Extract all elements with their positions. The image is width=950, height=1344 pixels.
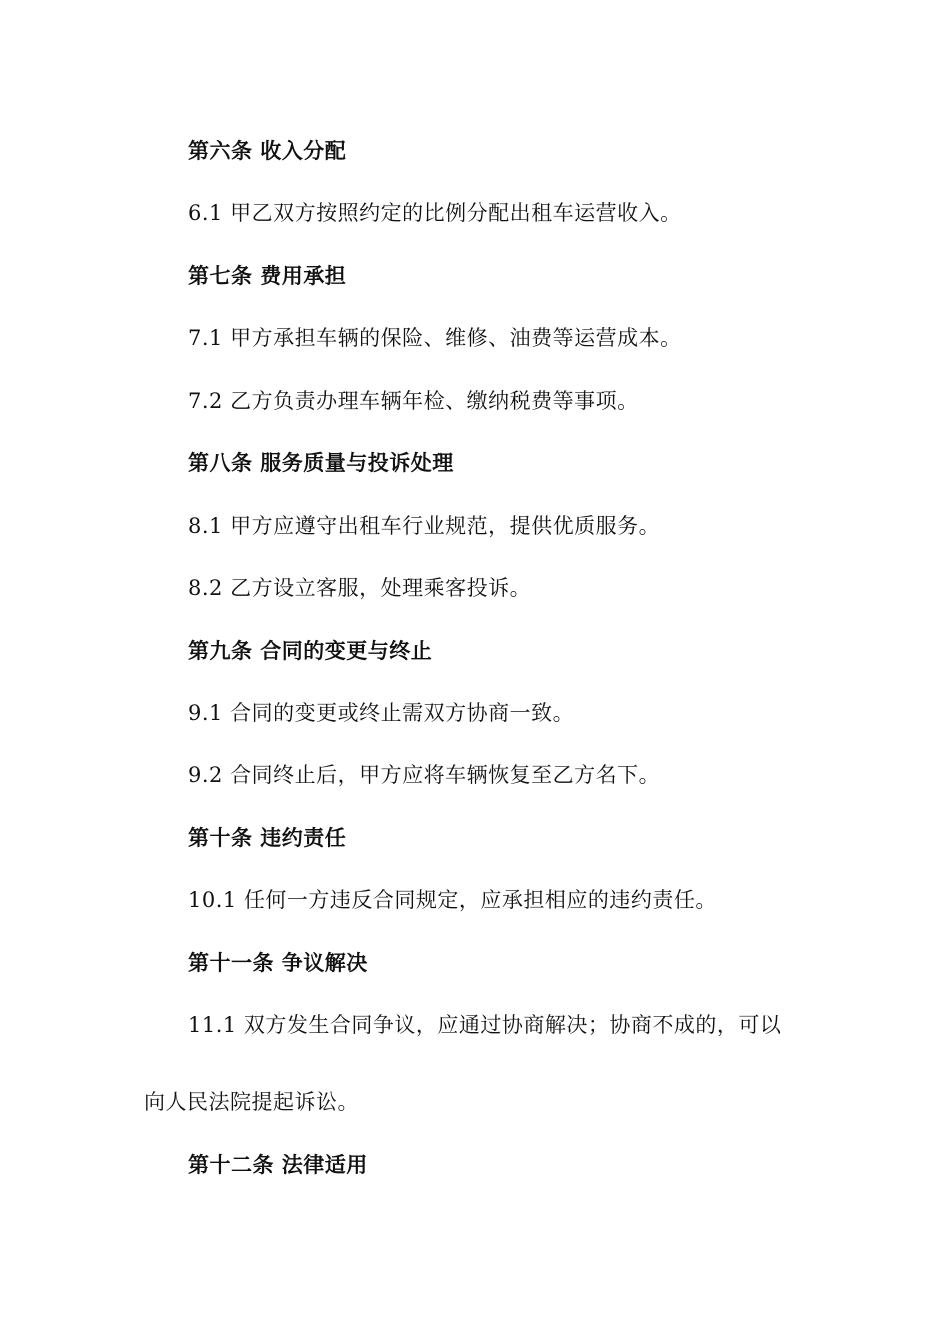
- section-heading-6: 第六条 收入分配: [188, 139, 347, 163]
- clause-8-2: 8.2 乙方设立客服，处理乘客投诉。: [188, 576, 532, 600]
- section-heading-12: 第十二条 法律适用: [188, 1153, 368, 1177]
- clause-7-2: 7.2 乙方负责办理车辆年检、缴纳税费等事项。: [188, 389, 639, 413]
- clause-9-2: 9.2 合同终止后，甲方应将车辆恢复至乙方名下。: [188, 763, 661, 787]
- section-heading-11: 第十一条 争议解决: [188, 951, 368, 975]
- section-heading-10: 第十条 违约责任: [188, 826, 347, 850]
- section-heading-7: 第七条 费用承担: [188, 264, 347, 288]
- clause-8-1: 8.1 甲方应遵守出租车行业规范，提供优质服务。: [188, 514, 661, 538]
- clause-7-1: 7.1 甲方承担车辆的保险、维修、油费等运营成本。: [188, 326, 682, 350]
- clause-11-1-continued: 向人民法院提起诉讼。: [144, 1090, 359, 1114]
- clause-6-1: 6.1 甲乙双方按照约定的比例分配出租车运营收入。: [188, 201, 682, 225]
- clause-9-1: 9.1 合同的变更或终止需双方协商一致。: [188, 701, 575, 725]
- clause-10-1: 10.1 任何一方违反合同规定，应承担相应的违约责任。: [188, 888, 717, 912]
- section-heading-9: 第九条 合同的变更与终止: [188, 639, 433, 663]
- clause-11-1: 11.1 双方发生合同争议，应通过协商解决；协商不成的，可以: [188, 1013, 782, 1037]
- section-heading-8: 第八条 服务质量与投诉处理: [188, 451, 454, 475]
